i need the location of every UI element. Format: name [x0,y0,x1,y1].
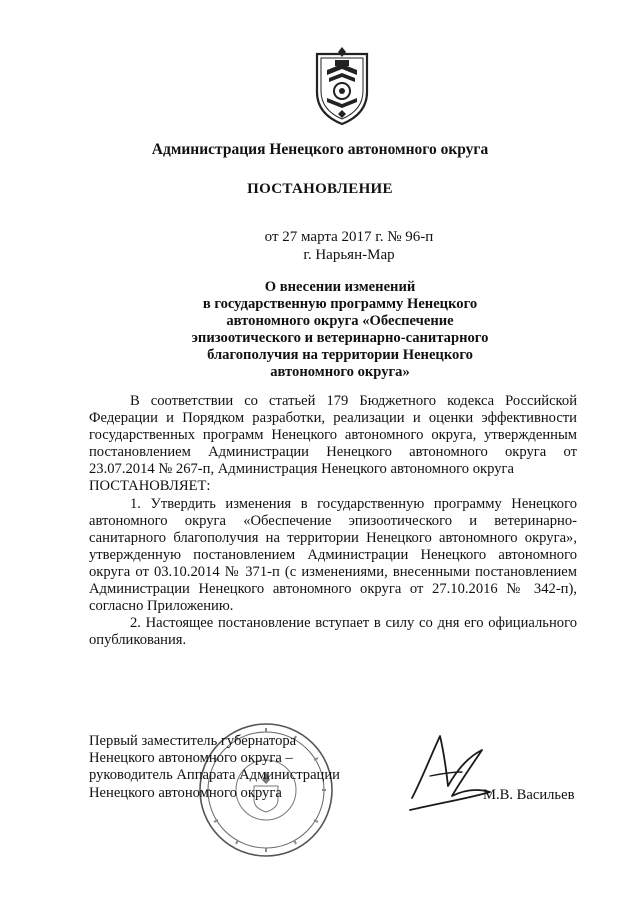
item-1-paragraph: 1. Утвердить изменения в государственную программу Ненецкого автономного округа «Обеспечение эпизоотического и ветеринарно-санитарного благополучия на территории Ненецкого автономного округа», утвержденную постановлением Администрации Ненецкого автономного округа от 03.10.2014 № 371-п (с изменениями, внесенными постановлением Администрации Ненецкого автономного округа от 27.10.2016 № 342-п), согласно Приложению. [89,495,577,615]
subject-line: в государственную программу Ненецкого [202,296,478,312]
subject-line: автономного округа «Обеспечение [226,313,454,329]
document-city: г. Нарьян-Мар [303,247,395,263]
document-subject [140,279,540,381]
coat-of-arms-emblem [313,44,371,126]
signer-line: руководитель Аппарата Администрации [89,767,340,784]
item-2-paragraph: 2. Настоящее постановление вступает в силу со дня его официального опубликования. [89,615,577,649]
subject-line: О внесении изменений [264,279,416,295]
signer-name: М.В. Васильев [483,787,575,803]
signer-line: Первый заместитель губернатора [89,733,297,749]
document-body [89,393,577,649]
signer-line: Ненецкого автономного округа [89,784,282,801]
subject-line: эпизоотического и ветеринарно-санитарного [191,330,489,346]
preamble-paragraph: В соответствии со статьей 179 Бюджетного кодекса Российской Федерации и Порядком разработки, реализации и оценки эффективности государственных программ Ненецкого автономного округа, утвержденным постановлением Администрации Ненецкого автономного округа от 23.07.2014 № 267-п, Администрация Ненецкого автономного округа [89,393,577,478]
document-type: ПОСТАНОВЛЕНИЕ [247,181,393,197]
document-date: от 27 марта 2017 г. № 96-п [264,229,434,245]
subject-line: благополучия на территории Ненецкого [207,347,473,363]
subject-line: автономного округа» [270,364,410,380]
signer-line: Ненецкого автономного округа – [89,750,293,767]
resolves-heading: ПОСТАНОВЛЯЕТ: [89,478,211,495]
organization-title: Администрация Ненецкого автономного округа [151,141,489,158]
signer-position [89,733,340,802]
